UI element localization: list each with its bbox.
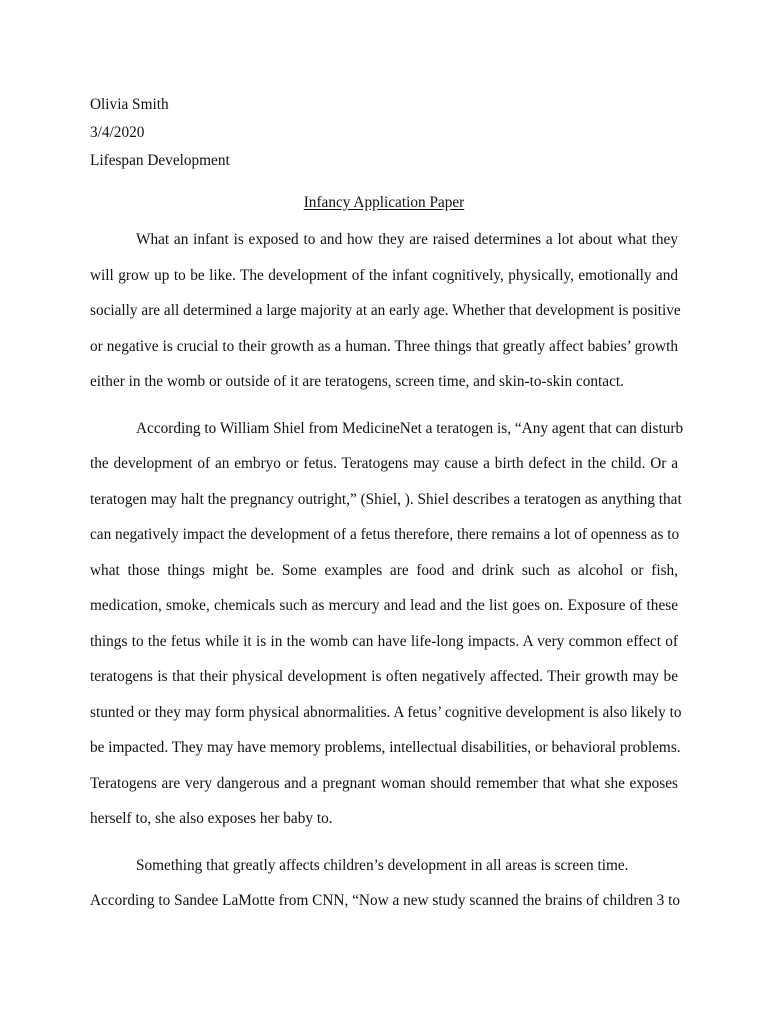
author-name: Olivia Smith: [90, 96, 169, 113]
paragraph-line: teratogen may halt the pregnancy outright,” (Shiel, ). Shiel describes a teratogen as anything that: [90, 490, 682, 508]
paragraph-line: According to Sandee LaMotte from CNN, “Now a new study scanned the brains of children 3 to: [90, 892, 681, 909]
document-header: [90, 91, 678, 175]
paragraph-line: herself to, she also exposes her baby to.: [90, 810, 333, 827]
paragraph-line: Something that greatly affects children’s development in all areas is screen time.: [136, 856, 629, 874]
paragraph-line: According to William Shiel from MedicineNet a teratogen is, “Any agent that can disturb: [136, 419, 684, 437]
paragraph-line: either in the womb or outside of it are teratogens, screen time, and skin-to-skin contact.: [90, 373, 624, 390]
paragraph-line: medication, smoke, chemicals such as mercury and lead and the list goes on. Exposure of these: [90, 597, 678, 614]
paragraph-line: teratogens is that their physical development is often negatively affected. Their growth may be: [90, 668, 678, 685]
paragraph-line: what those things might be. Some examples are food and drink such as alcohol or fish,: [90, 561, 678, 579]
paragraph-screen-time: [90, 848, 681, 919]
paragraph-line: Teratogens are very dangerous and a pregnant woman should remember that what she exposes: [90, 774, 678, 792]
paragraph-intro: [90, 222, 681, 400]
paragraph-line: things to the fetus while it is in the womb can have life-long impacts. A very common effect of: [90, 632, 678, 650]
paragraph-line: can negatively impact the development of a fetus therefore, there remains a lot of openness as to: [90, 526, 680, 543]
paragraph-teratogens: [90, 411, 684, 837]
paragraph-line: be impacted. They may have memory problems, intellectual disabilities, or behavioral problems.: [90, 739, 681, 756]
paragraph-line: will grow up to be like. The development of the infant cognitively, physically, emotionally and: [90, 266, 678, 284]
paragraph-line: socially are all determined a large majority at an early age. Whether that development is positive: [90, 302, 681, 319]
paper-title: [90, 189, 678, 217]
paragraph-line: What an infant is exposed to and how they are raised determines a lot about what they: [136, 231, 678, 248]
paragraph-line: the development of an embryo or fetus. Teratogens may cause a birth defect in the child. Or a: [90, 455, 678, 472]
paragraph-line: or negative is crucial to their growth as a human. Three things that greatly affect babies’ growth: [90, 337, 678, 355]
document-date: 3/4/2020: [90, 124, 145, 141]
course-name: Lifespan Development: [90, 152, 230, 169]
document-body: [90, 91, 684, 919]
paper-title-text: Infancy Application Paper: [303, 194, 465, 211]
paragraph-line: stunted or they may form physical abnormalities. A fetus’ cognitive development is also likely to: [90, 703, 682, 721]
